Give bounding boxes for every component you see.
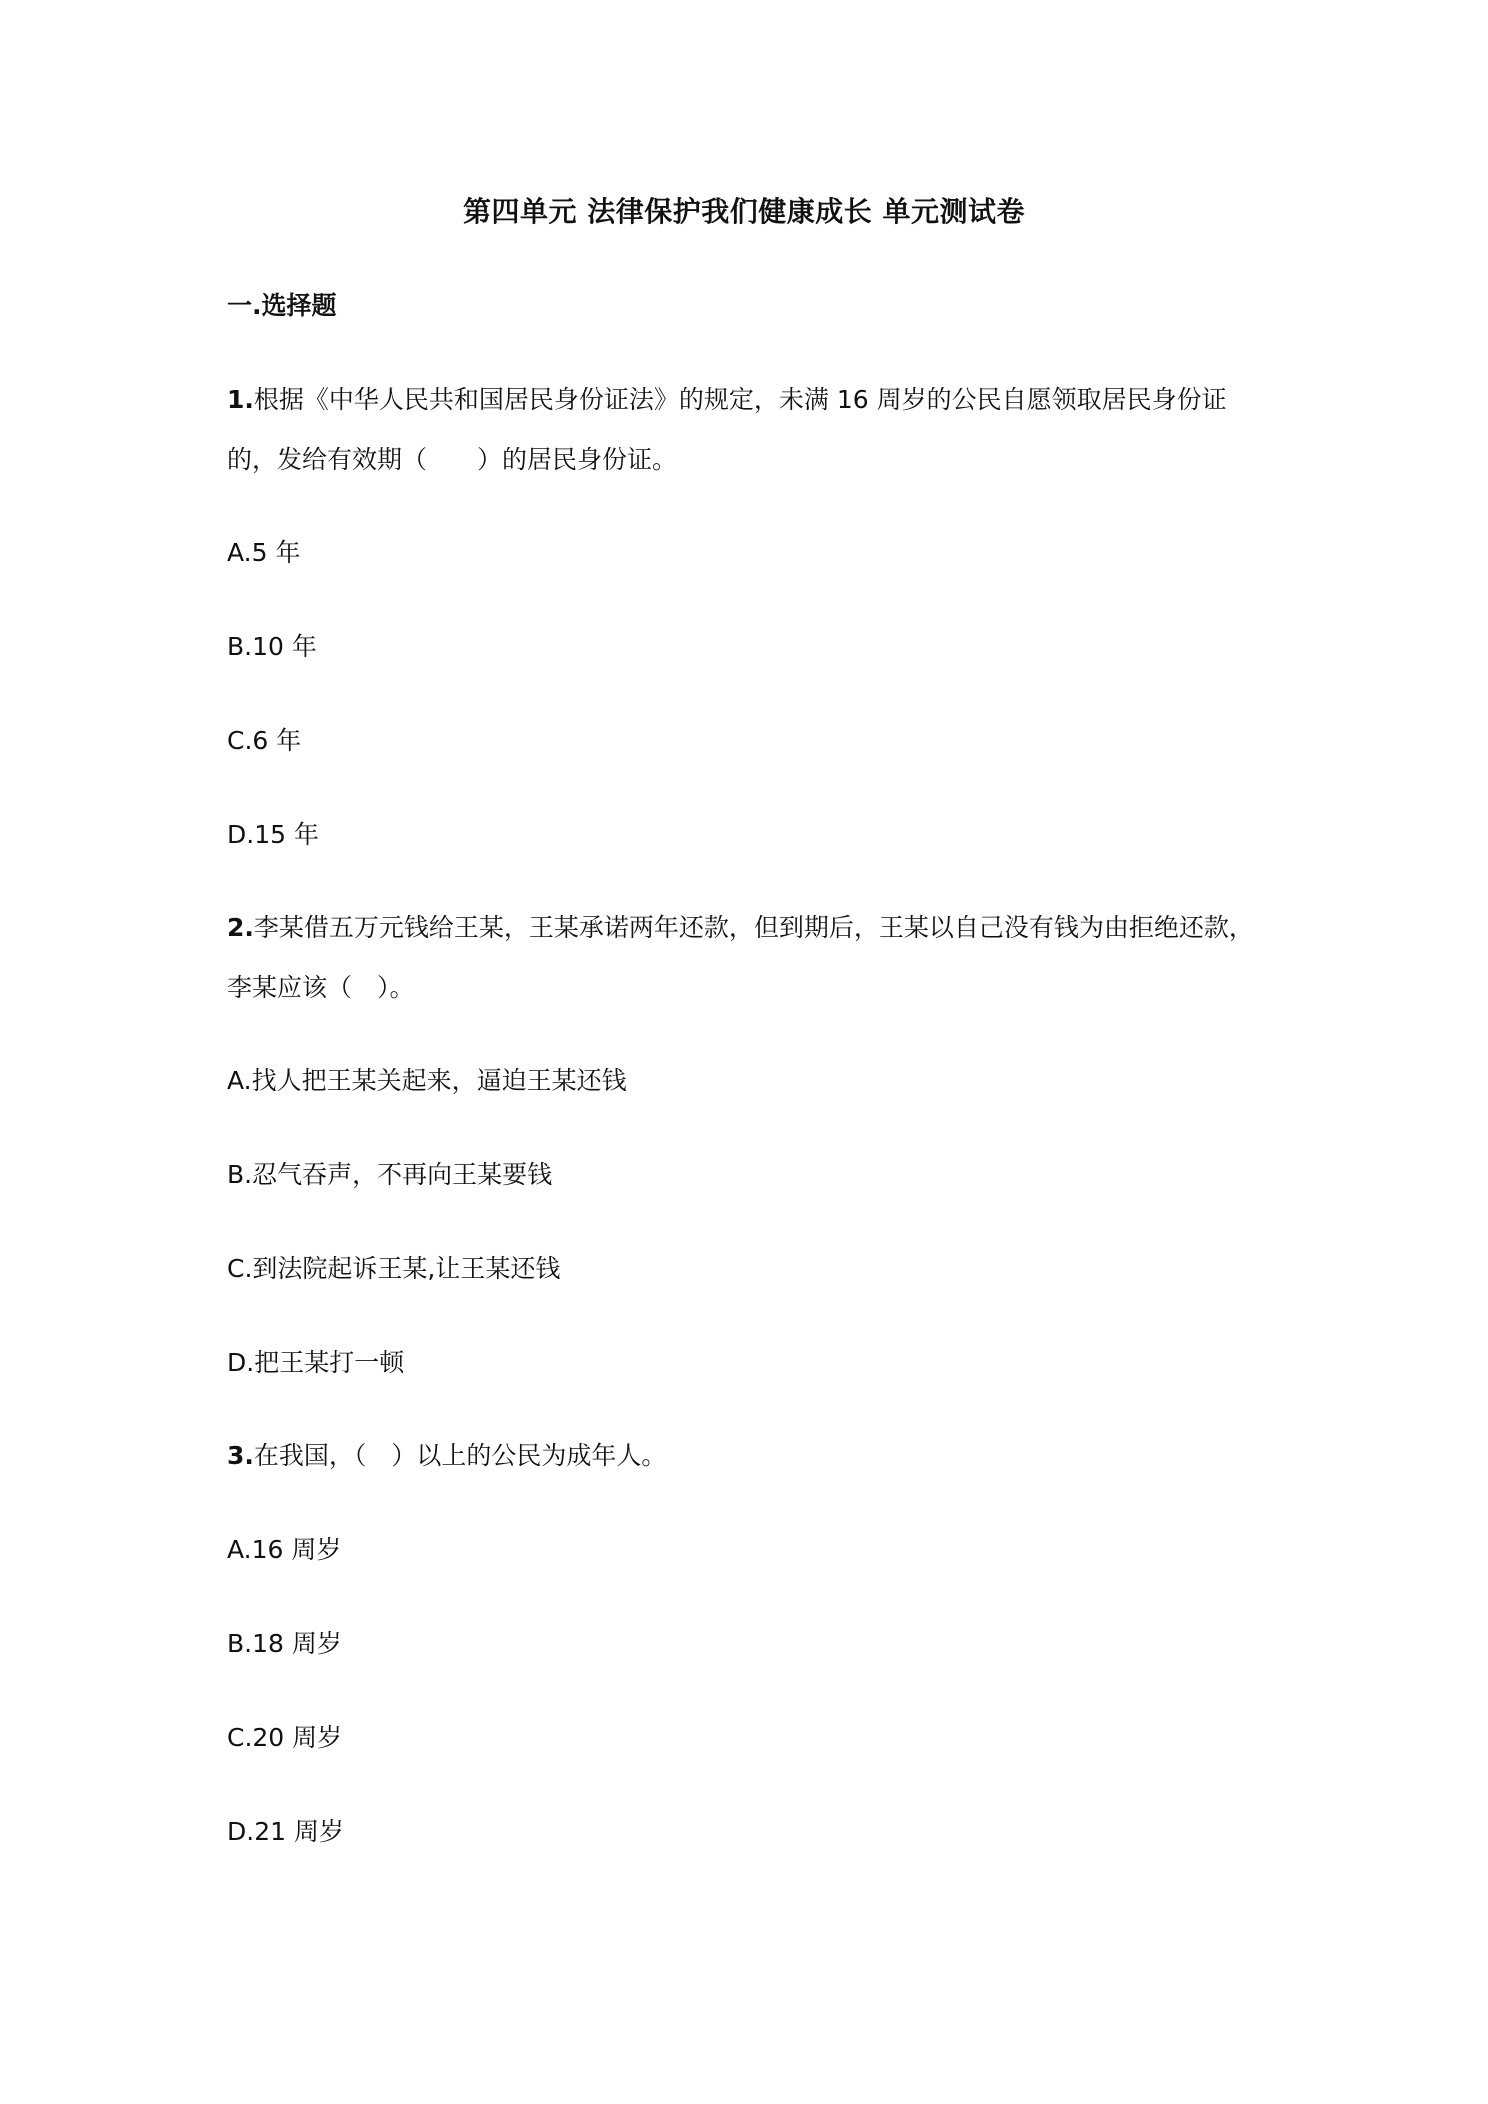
question-1-option-c: C.6 年 [227,726,302,755]
question-3-option-b: B.18 周岁 [227,1629,342,1658]
question-3-text: 在我国，（ ）以上的公民为成年人。 [253,1441,667,1470]
question-2-line-2: 李某应该（ ）。 [227,973,415,1002]
question-2-option-d: D.把王某打一顿 [227,1348,405,1377]
question-2-text: 李某借五万元钱给王某，王某承诺两年还款，但到期后，王某以自己没有钱为由拒绝还款， [253,913,1254,942]
question-1-option-a: A.5 年 [227,538,301,567]
question-2-option-c: C.到法院起诉王某,让王某还钱 [227,1254,561,1283]
question-3-option-c: C.20 周岁 [227,1723,343,1752]
question-1-line-2: 的，发给有效期（ ）的居民身份证。 [227,445,678,474]
question-2-line-1 [227,908,1254,944]
question-2-number: 2. [227,913,254,942]
question-2-option-a: A.找人把王某关起来，逼迫王某还钱 [227,1066,627,1095]
section-heading: 一.选择题 [227,291,337,320]
question-3-line-1 [227,1436,666,1472]
question-3-option-d: D.21 周岁 [227,1817,344,1846]
question-1-line-1 [227,380,1227,416]
question-1-option-d: D.15 年 [227,820,319,849]
question-3-option-a: A.16 周岁 [227,1535,342,1564]
question-1-text: 根据《中华人民共和国居民身份证法》的规定，未满 16 周岁的公民自愿领取居民身份证 [253,385,1227,414]
page-title: 第四单元 法律保护我们健康成长 单元测试卷 [463,195,1025,228]
question-2-option-b: B.忍气吞声，不再向王某要钱 [227,1160,553,1189]
question-3-number: 3. [227,1441,254,1470]
question-1-option-b: B.10 年 [227,632,317,661]
question-1-number: 1. [227,385,254,414]
